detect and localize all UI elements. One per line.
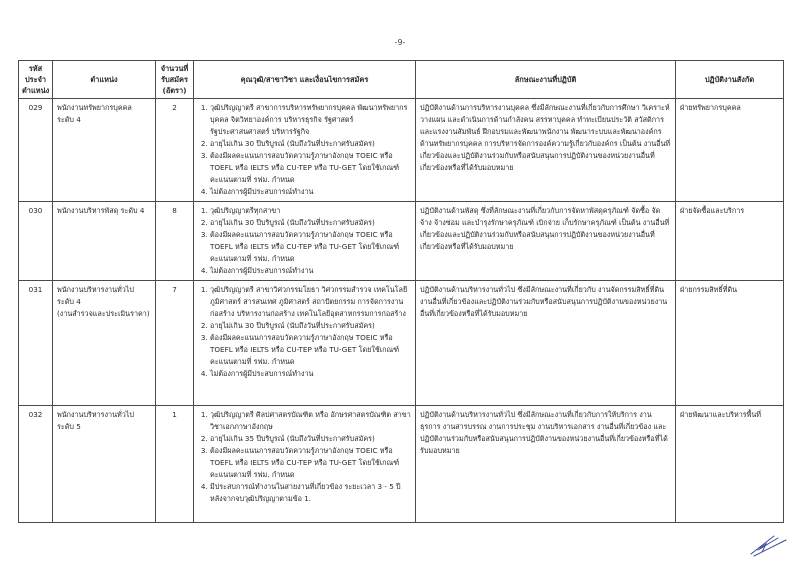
qualification-item: 1. วุฒิปริญญาตรีทุกสาขา xyxy=(210,205,411,217)
qualification-item: 4. มีประสบการณ์ทำงานในสายงานที่เกี่ยวข้อง ระยะเวลา 3 - 5 ปี หลังจากจบวุฒิปริญญาตามข้อ 1. xyxy=(210,481,411,505)
header-position: ตำแหน่ง xyxy=(53,61,156,99)
department: ฝ่ายกรรมสิทธิ์ที่ดิน xyxy=(676,281,784,406)
table-row xyxy=(19,202,784,281)
position-title: พนักงานบริหารพัสดุ ระดับ 4 xyxy=(53,202,156,281)
job-description: ปฏิบัติงานด้านบริหารงานทั่วไป ซึ่งมีลักษณะงานที่เกี่ยวกับ งานจัดกรรมสิทธิ์ที่ดิน งานอื่นที่เกี่ยวข้องและปฏิบัติงานร่วมกับหรือสนับสนุนการปฏิบัติงานของหน่วยงานอื่นที่เกี่ยวข้องหรือที่ได้รับมอบหมาย xyxy=(416,281,676,406)
table-row xyxy=(19,99,784,202)
position-title: พนักงานทรัพยากรบุคคล ระดับ 4 xyxy=(53,99,156,202)
qualification-item: 4. ไม่ต้องการผู้มีประสบการณ์ทำงาน xyxy=(210,368,411,380)
table-row xyxy=(19,406,784,523)
header-department: ปฏิบัติงานสังกัด xyxy=(676,61,784,99)
handwritten-signature-icon xyxy=(748,530,788,560)
page-number: -9- xyxy=(394,38,406,47)
position-title: พนักงานบริหารงานทั่วไป ระดับ 4 (งานสำรวจและประเมินราคา) xyxy=(53,281,156,406)
header-qualifications: คุณวุฒิ/สาขาวิชา และเงื่อนไขการสมัคร xyxy=(194,61,416,99)
qualification-item: 3. ต้องมีผลคะแนนการสอบวัดความรู้ภาษาอังกฤษ TOEIC หรือ TOEFL หรือ IELTS หรือ CU-TEP หรือ TU-GET โดยใช้เกณฑ์คะแนนตามที่ รฟม. กำหนด xyxy=(210,229,411,265)
qualification-item: 3. ต้องมีผลคะแนนการสอบวัดความรู้ภาษาอังกฤษ TOEIC หรือ TOEFL หรือ IELTS หรือ CU-TEP หรือ TU-GET โดยใช้เกณฑ์คะแนนตามที่ รฟม. กำหนด xyxy=(210,332,411,368)
qualification-item: 1. วุฒิปริญญาตรี สาขาการบริหารทรัพยากรบุคคล พัฒนาทรัพยากรบุคคล จิตวิทยาองค์การ บริหารธุรกิจ รัฐศาสตร์ รัฐประศาสนศาสตร์ บริหารรัฐกิจ xyxy=(210,102,411,138)
job-description: ปฏิบัติงานด้านพัสดุ ซึ่งที่ลักษณะงานที่เกี่ยวกับการจัดหาพัสดุครุภัณฑ์ จัดซื้อ จัดจ้าง จ้างซ่อม และบำรุงรักษาครุภัณฑ์ เบิกจ่าย เก็บรักษาครุภัณฑ์ เป็นต้น งานอื่นที่เกี่ยวข้องและปฏิบัติงานร่วมกับหรือสนับสนุนการปฏิบัติงานของหน่วยงานอื่นที่เกี่ยวข้องหรือที่ได้รับมอบหมาย xyxy=(416,202,676,281)
position-code: 029 xyxy=(19,99,53,202)
qualification-item: 2. อายุไม่เกิน 30 ปีบริบูรณ์ (นับถึงวันที่ประกาศรับสมัคร) xyxy=(210,138,411,150)
qualification-item: 3. ต้องมีผลคะแนนการสอบวัดความรู้ภาษาอังกฤษ TOEIC หรือ TOEFL หรือ IELTS หรือ CU-TEP หรือ TU-GET โดยใช้เกณฑ์คะแนนตามที่ รฟม. กำหนด xyxy=(210,445,411,481)
qualification-item: 2. อายุไม่เกิน 30 ปีบริบูรณ์ (นับถึงวันที่ประกาศรับสมัคร) xyxy=(210,217,411,229)
qualification-item: 3. ต้องมีผลคะแนนการสอบวัดความรู้ภาษาอังกฤษ TOEIC หรือ TOEFL หรือ IELTS หรือ CU-TEP หรือ TU-GET โดยใช้เกณฑ์คะแนนตามที่ รฟม. กำหนด xyxy=(210,150,411,186)
qualification-item: 4. ไม่ต้องการผู้มีประสบการณ์ทำงาน xyxy=(210,265,411,277)
qualifications xyxy=(194,202,416,281)
qualifications xyxy=(194,281,416,406)
vacancy-count: 1 xyxy=(156,406,194,523)
header-count: จำนวนที่ รับสมัคร (อัตรา) xyxy=(156,61,194,99)
qualification-item: 1. วุฒิปริญญาตรี ศิลปศาสตรบัณฑิต หรือ อักษรศาสตรบัณฑิต สาขาวิชาเอกภาษาอังกฤษ xyxy=(210,409,411,433)
qualification-item: 2. อายุไม่เกิน 30 ปีบริบูรณ์ (นับถึงวันที่ประกาศรับสมัคร) xyxy=(210,320,411,332)
position-code: 031 xyxy=(19,281,53,406)
position-title: พนักงานบริหารงานทั่วไป ระดับ 5 xyxy=(53,406,156,523)
header-job-description: ลักษณะงานที่ปฏิบัติ xyxy=(416,61,676,99)
table-row xyxy=(19,281,784,406)
qualification-item: 1. วุฒิปริญญาตรี สาขาวิศวกรรมโยธา วิศวกรรมสำรวจ เทคโนโลยีภูมิศาสตร์ สารสนเทศ ภูมิศาสตร์ สถาปัตยกรรม การจัดการงานก่อสร้าง บริหารงานก่อสร้าง เทคโนโลยีอุตสาหกรรมการก่อสร้าง xyxy=(210,284,411,320)
qualification-item: 2. อายุไม่เกิน 35 ปีบริบูรณ์ (นับถึงวันที่ประกาศรับสมัคร) xyxy=(210,433,411,445)
vacancy-count: 7 xyxy=(156,281,194,406)
position-code: 032 xyxy=(19,406,53,523)
position-code: 030 xyxy=(19,202,53,281)
qualifications xyxy=(194,99,416,202)
department: ฝ่ายทรัพยากรบุคคล xyxy=(676,99,784,202)
job-description: ปฏิบัติงานด้านการบริหารงานบุคคล ซึ่งมีลักษณะงานที่เกี่ยวกับการศึกษา วิเคราะห์ วางแผน และดำเนินการด้านกำลังคน สรรหาบุคคล ทำทะเบียนประวัติ สวัสดิการและแรงงานสัมพันธ์ ฝึกอบรมและพัฒนาพนักงาน พัฒนาระบบและพัฒนาองค์กรด้านทรัพยากรบุคคล การบริหารจัดการองค์ความรู้เกี่ยวกับองค์กร เป็นต้น งานอื่นที่เกี่ยวข้องและปฏิบัติงานร่วมกับหรือสนับสนุนการปฏิบัติงานของหน่วยงานอื่นที่เกี่ยวข้องหรือที่ได้รับมอบหมาย xyxy=(416,99,676,202)
vacancy-count: 8 xyxy=(156,202,194,281)
recruitment-table xyxy=(18,60,784,523)
department: ฝ่ายพัฒนาและบริหารพื้นที่ xyxy=(676,406,784,523)
table-header-row xyxy=(19,61,784,99)
department: ฝ่ายจัดซื้อและบริการ xyxy=(676,202,784,281)
qualification-item: 4. ไม่ต้องการผู้มีประสบการณ์ทำงาน xyxy=(210,186,411,198)
job-description: ปฏิบัติงานด้านบริหารงานทั่วไป ซึ่งมีลักษณะงานที่เกี่ยวกับการให้บริการ งานธุรการ งานสารบรรณ งานการประชุม งานบริหารเอกสาร งานอื่นที่เกี่ยวข้อง และปฏิบัติงานร่วมกับหรือสนับสนุนการปฏิบัติงานของหน่วยงานอื่นที่เกี่ยวข้องหรือที่ได้รับมอบหมาย xyxy=(416,406,676,523)
header-code: รหัส ประจำ ตำแหน่ง xyxy=(19,61,53,99)
qualifications xyxy=(194,406,416,523)
vacancy-count: 2 xyxy=(156,99,194,202)
